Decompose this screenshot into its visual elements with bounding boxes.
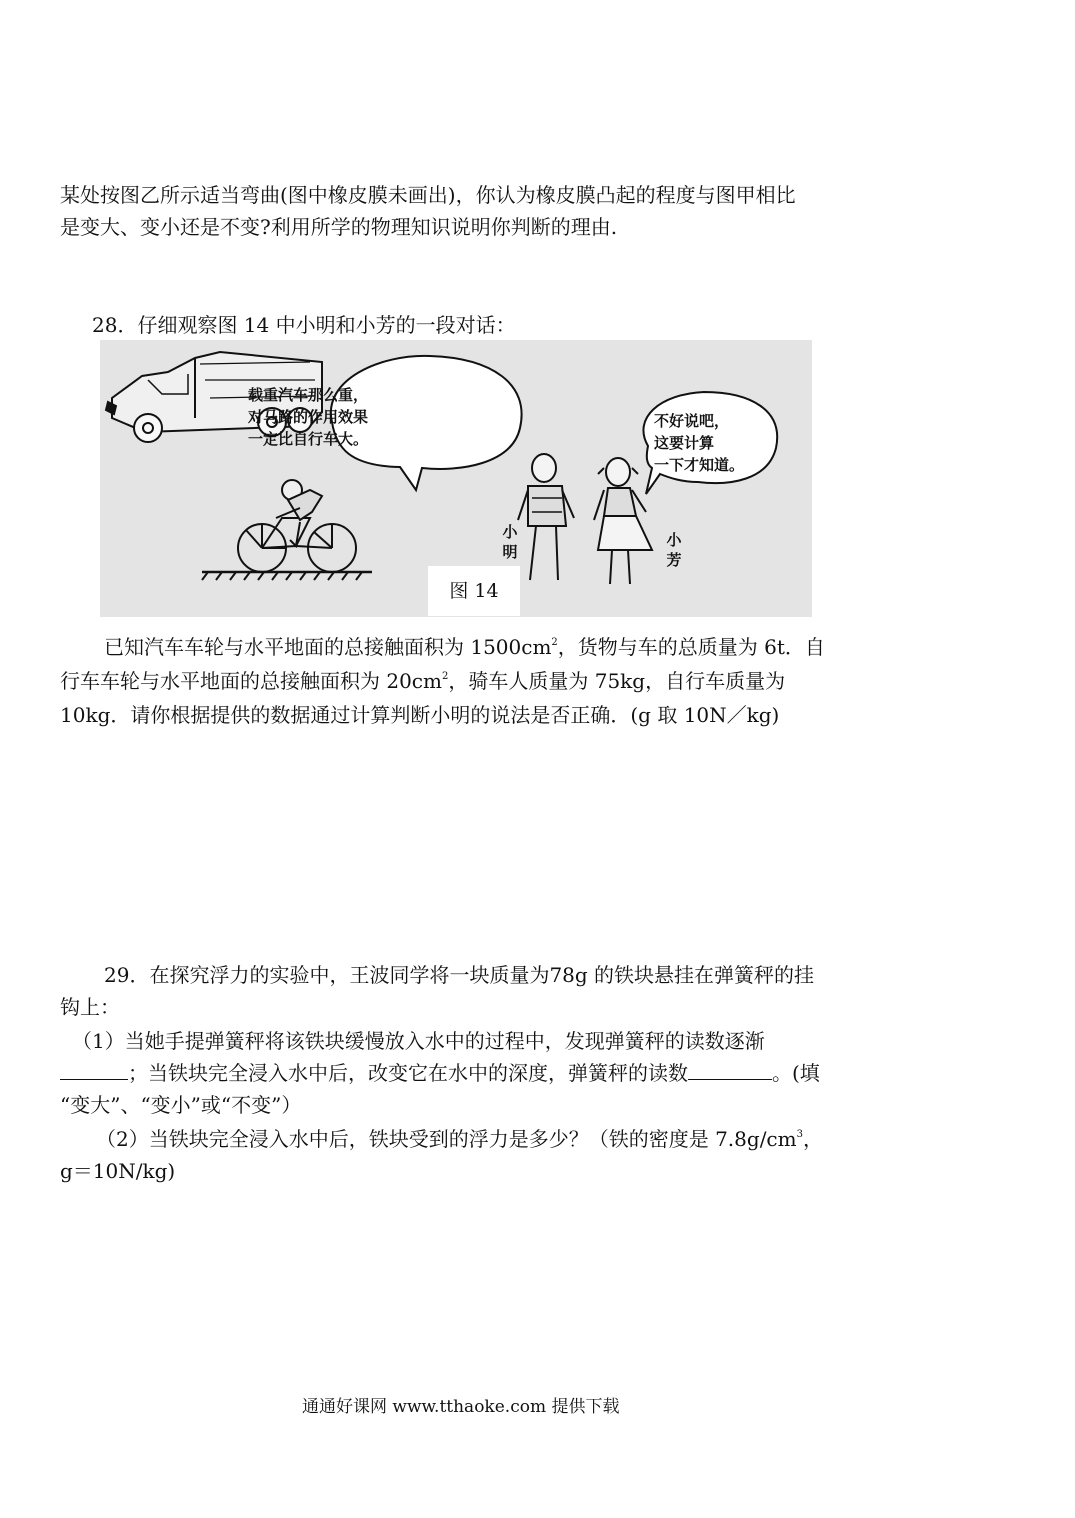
q29-part1-line-2-text: ；当铁块完全浸入水中后，改变它在水中的深度，弹簧秤的读数 <box>128 1061 688 1085</box>
q29-part2-line-1 <box>96 1126 823 1152</box>
q29-part2-line-1-tail: ， <box>802 1127 823 1151</box>
q29-line-2: 钩上： <box>60 995 120 1019</box>
q29-part2-line-1-text: （2）当铁块完全浸入水中后，铁块受到的浮力是多少？（铁的密度是 7.8g/cm <box>96 1127 797 1151</box>
q28-para-line-1-text: 已知汽车车轮与水平地面的总接触面积为 1500cm <box>104 635 552 659</box>
bubble-fang-line-1: 不好说吧， <box>654 412 730 430</box>
bubble-fang-line-3: 一下才知道。 <box>654 456 745 474</box>
intro-line-2: 是变大、变小还是不变?利用所学的物理知识说明你判断的理由. <box>60 215 618 239</box>
bubble-ming-line-2: 对马路的作用效果 <box>248 408 369 426</box>
figure-caption: 图 14 <box>428 566 520 616</box>
q28-para-line-2 <box>60 668 785 694</box>
q29-line-1: 29．在探究浮力的实验中，王波同学将一块质量为78g 的铁块悬挂在弹簧秤的挂 <box>104 963 815 987</box>
footer-source: 通通好课网 www.tthaoke.com 提供下载 <box>302 1397 620 1417</box>
intro-line-1: 某处按图乙所示适当弯曲(图中橡皮膜未画出)，你认为橡皮膜凸起的程度与图甲相比 <box>60 183 796 207</box>
q28-para-line-2-text: 行车车轮与水平地面的总接触面积为 20cm <box>60 669 442 693</box>
label-xiaofang: 小芳 <box>666 531 682 569</box>
q28-para-line-3: 10kg．请你根据提供的数据通过计算判断小明的说法是否正确．(g 取 10N／kg) <box>60 703 780 727</box>
q29-part1-line-3: “变大”、“变小”或“不变”） <box>60 1093 302 1117</box>
q28-para-line-2-tail: ，骑车人质量为 75kg，自行车质量为 <box>448 669 786 693</box>
q28-para-line-1-tail: ，货物与车的总质量为 6t．自 <box>557 635 825 659</box>
answer-blank-2[interactable] <box>688 1061 772 1080</box>
q28-para-line-1 <box>104 634 825 660</box>
q28-title: 28．仔细观察图 14 中小明和小芳的一段对话： <box>92 313 516 337</box>
superscript: 2 <box>441 671 449 682</box>
q29-part1-line-2 <box>60 1060 820 1086</box>
q29-part1-line-1: （1）当她手提弹簧秤将该铁块缓慢放入水中的过程中，发现弹簧秤的读数逐渐 <box>72 1029 765 1053</box>
q29-part2-line-2: g＝10N/kg) <box>60 1159 176 1183</box>
superscript: 3 <box>796 1129 803 1140</box>
superscript: 2 <box>551 637 558 648</box>
q29-part1-line-2-tail: 。(填 <box>772 1061 820 1085</box>
bubble-ming-line-3: 一定比自行车大。 <box>248 430 369 448</box>
answer-blank-1[interactable] <box>60 1061 128 1080</box>
label-xiaoming: 小明 <box>502 523 518 561</box>
bubble-ming-line-1: 载重汽车那么重， <box>248 386 369 404</box>
bubble-fang-line-2: 这要计算 <box>654 434 715 452</box>
